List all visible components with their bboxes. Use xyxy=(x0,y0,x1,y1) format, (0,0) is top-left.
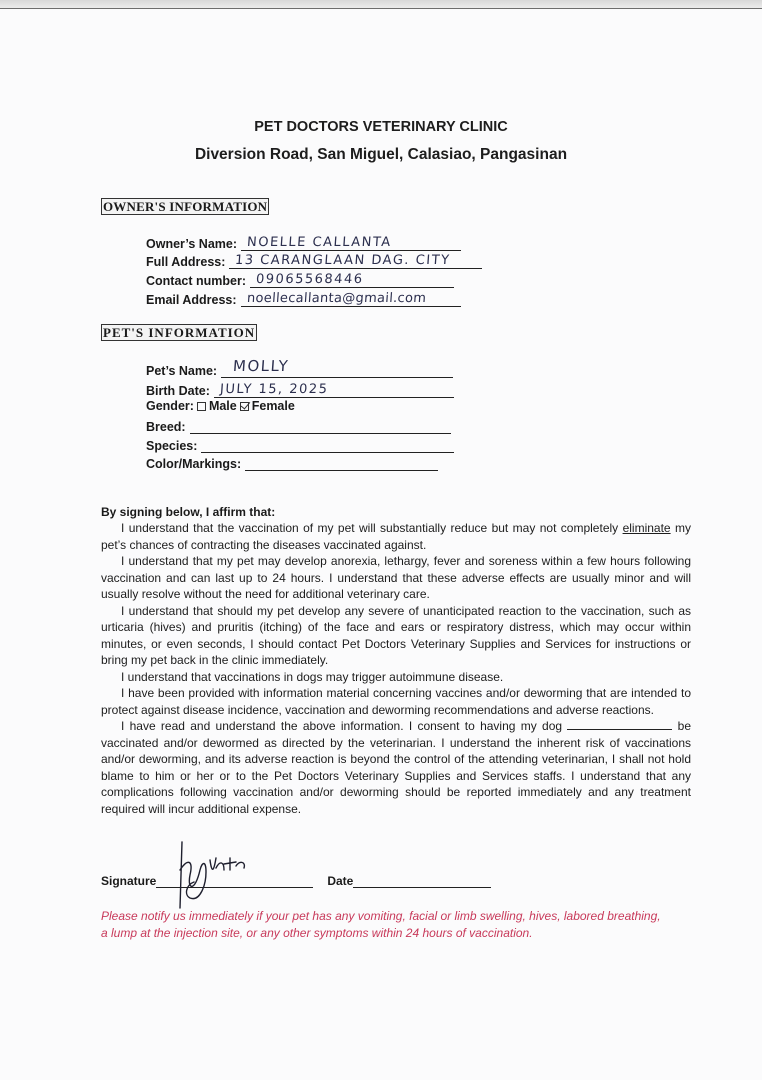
breed-value xyxy=(190,417,451,434)
species-field[interactable] xyxy=(146,435,454,453)
handwritten-signature xyxy=(160,840,260,910)
address-value: 13 CARANGLAAN DAG. CITY xyxy=(234,253,452,268)
owner-name-value: NOELLE CALLANTA xyxy=(246,235,393,250)
dog-name-blank[interactable] xyxy=(567,719,672,730)
address-label: Full Address: xyxy=(146,255,226,269)
pet-name-label: Pet’s Name: xyxy=(146,364,218,378)
birth-date-value: JULY 15, 2025 xyxy=(219,382,329,397)
gender-field xyxy=(146,399,295,413)
owner-name-label: Owner’s Name: xyxy=(146,237,238,251)
male-checkbox[interactable] xyxy=(197,402,206,411)
contact-value: 09065568446 xyxy=(255,272,365,287)
clinic-address: Diversion Road, San Miguel, Calasiao, Pangasinan xyxy=(194,146,568,163)
contact-field[interactable] xyxy=(146,270,454,288)
species-label: Species: xyxy=(146,439,198,453)
color-markings-label: Color/Markings: xyxy=(146,457,242,471)
breed-field[interactable] xyxy=(146,416,451,434)
date-label: Date xyxy=(327,874,354,888)
affirm-heading: By signing below, I affirm that: xyxy=(101,505,276,519)
email-value: noellecallanta@gmail.com xyxy=(246,291,427,306)
consent-paragraph: I understand that should my pet develop any severe of unanticipated reaction to the vaccination, such as urticaria (hives) and pruritis (itching) of the face and ears or respiratory distress, which may occur within minutes, or even seconds, I should contact Pet Doctors Veterinary Supplies and Services for instructions or bring my pet back in the clinic immediately. xyxy=(101,603,691,667)
owner-section-title: OWNER'S INFORMATION xyxy=(103,199,268,214)
scan-edge xyxy=(0,0,762,9)
pet-name-field[interactable] xyxy=(146,357,453,378)
species-value xyxy=(201,436,454,453)
birth-date-field[interactable] xyxy=(146,380,454,398)
consent-p1-text-end: my pet’s chances of contracting the diseases vaccinated against. xyxy=(101,521,691,552)
contact-label: Contact number: xyxy=(146,274,246,288)
post-vaccination-notice: Please notify us immediately if your pet has any vomiting, facial or limb swelling, hives, labored breathing, a lump at the injection site, or any other symptoms within 24 hours of vaccination. xyxy=(101,909,661,940)
consent-text xyxy=(101,520,691,817)
consent-paragraph: I have been provided with information material concerning vaccines and/or deworming that are intended to protect against disease incidence, vaccination and deworming recommendations and adverse reactions. xyxy=(101,686,691,717)
consent-p6-text-end: be vaccinated and/or dewormed as directed by the veterinarian. I understand the inherent risk of vaccinations and/or deworming, and its adverse reaction is beyond the control of the attending veterinarian, I shall not hold blame to him or her or to the Pet Doctors Veterinary Supplies and Services staffs. I understand that any complications following vaccination and/or deworming should be reported immediately and any treatment required will incur additional expense. xyxy=(101,719,691,816)
consent-paragraph: I understand that my pet may develop anorexia, lethargy, fever and soreness within a few hours following vaccination and can last up to 24 hours. I understand that these adverse effects are usually minor and will usually resolve without the need for additional veterinary care. xyxy=(101,554,691,601)
birth-date-label: Birth Date: xyxy=(146,384,210,398)
consent-paragraph xyxy=(101,718,691,817)
consent-p1-text: I understand that the vaccination of my pet will substantially reduce but may not completely xyxy=(121,521,623,535)
address-field[interactable] xyxy=(146,251,482,269)
gender-label: Gender: xyxy=(146,399,194,413)
color-markings-field[interactable] xyxy=(146,453,438,471)
consent-p1-underlined: eliminate xyxy=(622,521,671,535)
male-label: Male xyxy=(208,399,237,413)
signature-label: Signature xyxy=(101,874,157,888)
pet-name-value: MOLLY xyxy=(232,357,290,375)
breed-label: Breed: xyxy=(146,420,186,434)
female-label: Female xyxy=(251,399,295,413)
owner-name-field[interactable] xyxy=(146,233,461,251)
email-field[interactable] xyxy=(146,289,461,307)
pet-section-title: PET'S INFORMATION xyxy=(103,325,256,340)
consent-paragraph: I understand that vaccinations in dogs may trigger autoimmune disease. xyxy=(121,669,504,684)
consent-paragraph xyxy=(101,520,691,553)
consent-p6-text: I have read and understand the above information. I consent to having my dog xyxy=(121,719,563,733)
email-label: Email Address: xyxy=(146,293,237,307)
female-checkbox[interactable] xyxy=(240,402,249,411)
clinic-name: PET DOCTORS VETERINARY CLINIC xyxy=(254,119,508,135)
color-markings-value xyxy=(245,454,438,471)
date-line[interactable] xyxy=(353,873,491,888)
